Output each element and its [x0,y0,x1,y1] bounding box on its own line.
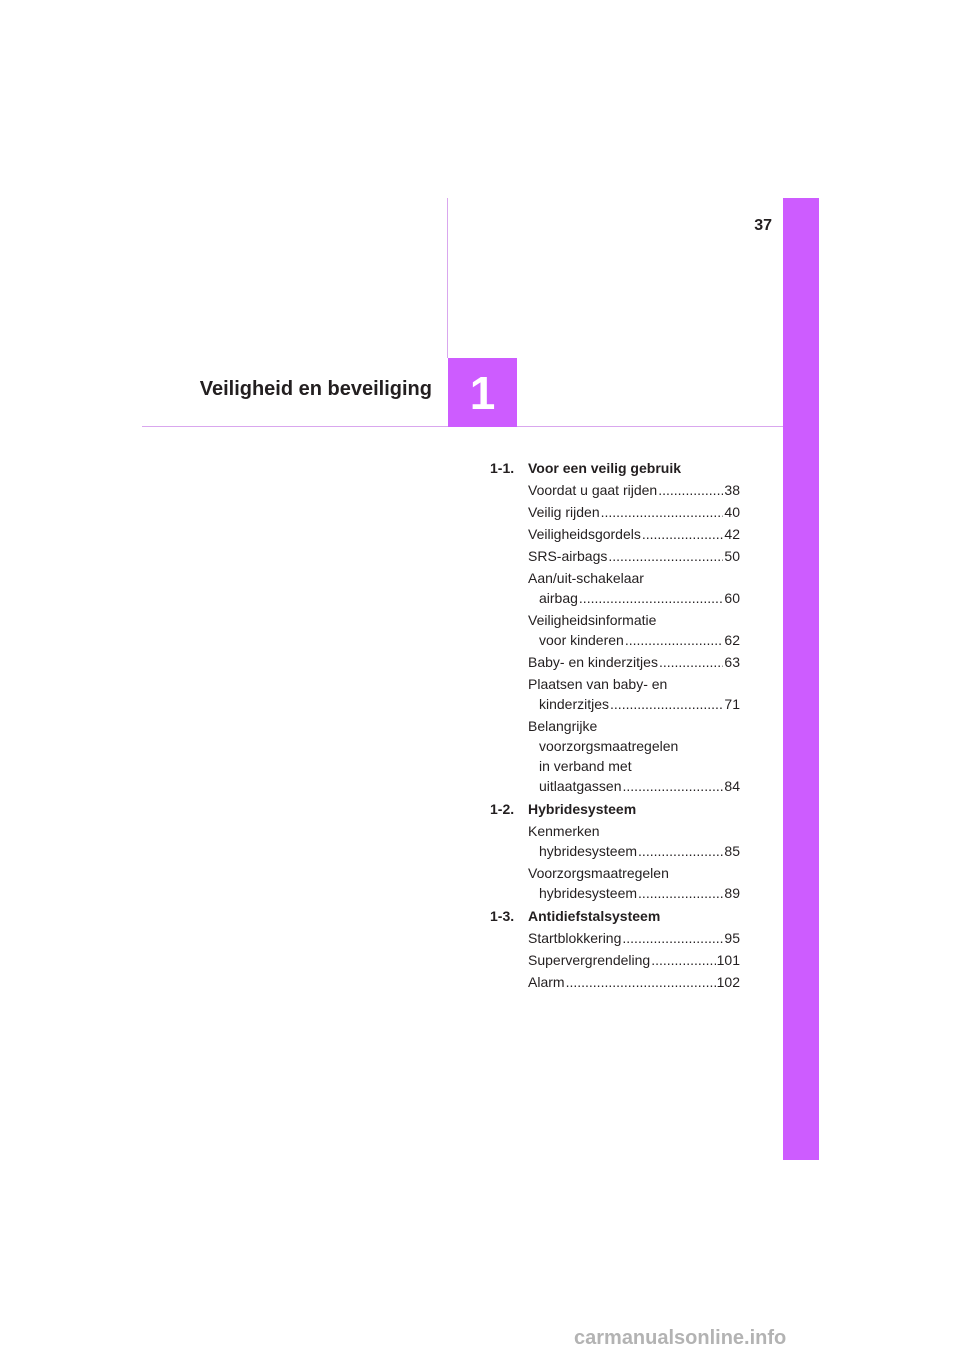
toc-section-heading [490,906,740,926]
toc-page-number: 71 [724,696,740,712]
dot-leader [566,972,716,992]
toc-page-number: 40 [724,504,740,520]
chapter-number: 1 [469,366,496,419]
toc-entry[interactable] [528,821,740,861]
toc-entry-text: Supervergrendeling [528,952,651,968]
toc-entry-text: Voordat u gaat rijden [528,482,658,498]
toc-section-heading [490,458,740,478]
dot-leader [623,776,724,796]
toc-entry-text: Alarm [528,974,565,990]
toc-entry[interactable] [528,480,740,500]
toc-page-number: 50 [724,548,740,564]
page-number: 37 [754,217,772,234]
toc-entry[interactable] [528,928,740,948]
dot-leader [610,694,723,714]
chapter-side-tab [783,198,819,1160]
toc-entry-text: hybridesysteem [539,885,638,901]
toc-page-number: 62 [724,632,740,648]
toc-entry[interactable] [528,863,740,903]
toc-entry-text: Baby- en kinderzitjes [528,654,658,670]
toc-page-number: 101 [716,952,740,968]
toc-entry[interactable] [528,652,740,672]
toc-entry[interactable] [528,546,740,566]
toc-page-number: 102 [716,974,740,990]
toc-entry-text: uitlaatgassen [539,778,622,794]
dot-leader [642,524,724,544]
toc-entry-text: hybridesysteem [539,843,638,859]
dot-leader [638,841,723,861]
dot-leader [625,630,724,650]
section-number: 1-2. [490,801,515,817]
watermark: carmanualsonline.info [574,1327,787,1349]
dot-leader [659,652,723,672]
toc-entry-text: Veiligheidsinformatie [528,612,657,628]
section-title: Antidiefstalsysteem [528,908,661,924]
dot-leader [601,502,724,522]
toc-entry[interactable] [528,524,740,544]
toc-page-number: 85 [724,843,740,859]
toc-entry[interactable] [528,950,740,970]
toc-entry-text: kinderzitjes [539,696,610,712]
toc-entry-text: SRS-airbags [528,548,608,564]
toc-entry[interactable] [528,674,740,714]
toc-page-number: 89 [724,885,740,901]
toc-entry-text: Voorzorgsmaatregelen [528,865,669,881]
chapter-number-box [448,358,517,427]
toc-entry-text: in verband met [539,758,632,774]
dot-leader [579,588,724,608]
toc-entry-text: Plaatsen van baby- en [528,676,668,692]
toc-entry[interactable] [528,610,740,650]
toc-entry[interactable] [528,716,740,796]
toc-entry-text: Startblokkering [528,930,622,946]
chapter-title: Veiligheid en beveiliging [199,378,432,400]
toc-page-number: 84 [724,778,740,794]
toc-page-number: 63 [724,654,740,670]
toc-entry-text: airbag [539,590,578,606]
toc-page-number: 42 [724,526,740,542]
toc-page-number: 60 [724,590,740,606]
toc-section-heading [490,799,740,819]
section-title: Hybridesysteem [528,801,637,817]
toc-entry-text: Veiligheidsgordels [528,526,641,542]
toc-entry-text: voor kinderen [539,632,624,648]
toc-entry-text: Aan/uit-schakelaar [528,570,644,586]
toc-page-number: 38 [724,482,740,498]
dot-leader [622,928,723,948]
dot-leader [658,480,723,500]
table-of-contents [490,458,740,992]
toc-entry[interactable] [528,502,740,522]
dot-leader [651,950,715,970]
vertical-rule [447,198,448,358]
toc-entry[interactable] [528,972,740,992]
dot-leader [638,883,723,903]
toc-entry[interactable] [528,568,740,608]
toc-entry-text: voorzorgsmaatregelen [539,738,679,754]
toc-entry-text: Kenmerken [528,823,600,839]
toc-entry-text: Veilig rijden [528,504,600,520]
toc-page-number: 95 [724,930,740,946]
section-number: 1-1. [490,460,515,476]
dot-leader [608,546,723,566]
toc-entry-text: Belangrijke [528,718,598,734]
section-number: 1-3. [490,908,515,924]
section-title: Voor een veilig gebruik [528,460,682,476]
